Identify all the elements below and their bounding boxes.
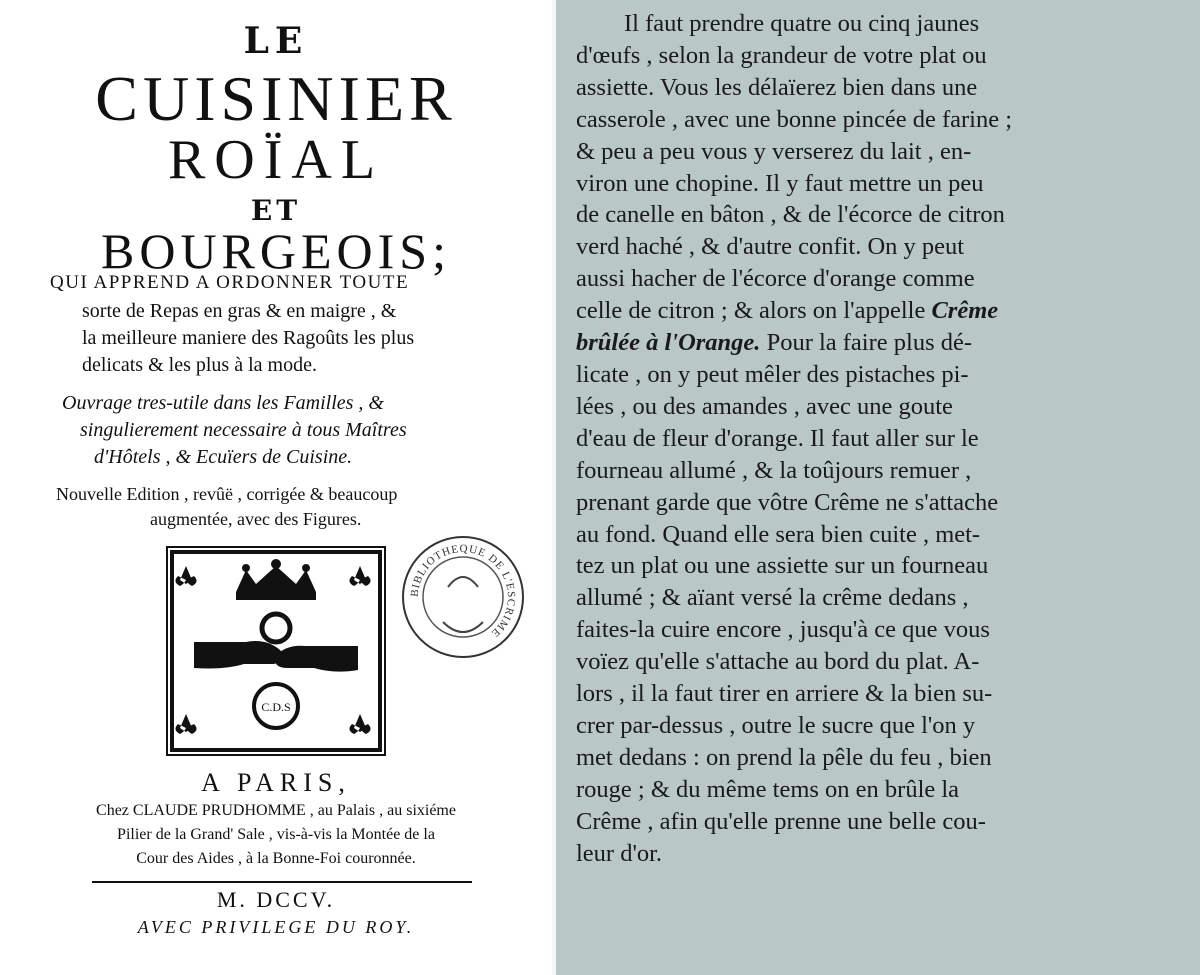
imprint-line: Pilier de la Grand' Sale , vis-à-vis la Montée de la: [117, 826, 435, 843]
title-roial: ROÏAL: [167, 129, 385, 191]
recipe-name-emphasis: brûlée à l'Orange.: [576, 329, 761, 357]
recipe-line: viron une chopine. Il y faut mettre un peu: [576, 169, 984, 197]
recipe-line: aussi hacher de l'écorce d'orange comme: [576, 265, 975, 293]
recipe-text: [576, 8, 1186, 869]
title-cuisinier: CUISINIER: [95, 63, 457, 134]
recipe-line: lors , il la faut tirer en arriere & la bien su-: [576, 680, 993, 708]
recipe-line: prenant garde que vôtre Crême ne s'attache: [576, 488, 999, 516]
italic-line: Ouvrage tres-utile dans les Familles , &: [62, 392, 384, 414]
recipe-line: [576, 295, 1186, 327]
recipe-line: licate , on y peut mêler des pistaches pi-: [576, 360, 969, 388]
edition-line: Nouvelle Edition , revûë , corrigée & beaucoup: [56, 484, 398, 504]
subtitle-line: sorte de Repas en gras & en maigre , &: [82, 300, 397, 322]
recipe-line: tez un plat ou une assiette sur un fourneau: [576, 552, 989, 580]
recipe-line: de canelle en bâton , & de l'écorce de citron: [576, 201, 1005, 229]
subtitle-line: QUI APPREND A ORDONNER TOUTE: [50, 272, 410, 293]
title-bourgeois: BOURGEOIS;: [100, 223, 452, 279]
imprint-year: M. DCCV.: [216, 887, 336, 912]
recipe-line-text: Pour la faire plus dé-: [760, 329, 973, 357]
recipe-line: casserole , avec une bonne pincée de farine ;: [576, 105, 1013, 133]
recipe-line: voïez qu'elle s'attache au bord du plat. A-: [576, 648, 980, 676]
library-stamp: [398, 532, 528, 662]
royal-privilege: AVEC PRIVILEGE DU ROY.: [137, 917, 415, 937]
subtitle-line: la meilleure maniere des Ragoûts les plus: [82, 327, 415, 349]
recipe-name-emphasis: Crême: [931, 297, 999, 325]
stamp-text: BIBLIOTHEQUE DE L'ESCRIME: [408, 542, 518, 640]
italic-line: d'Hôtels , & Ecuïers de Cuisine.: [94, 446, 353, 468]
recipe-line: lées , ou des amandes , avec une goute: [576, 392, 953, 420]
recipe-line-text: celle de citron ; & alors on l'appelle: [576, 297, 926, 325]
recipe-line: d'œufs , selon la grandeur de votre plat ou: [576, 41, 987, 69]
title-et: ET: [250, 194, 302, 227]
imprint-line: Cour des Aides , à la Bonne-Foi couronnée.: [136, 850, 416, 867]
crown-icon: [236, 559, 316, 600]
recipe-line: au fond. Quand elle sera bien cuite , met-: [576, 520, 981, 548]
imprint-line: Chez CLAUDE PRUDHOMME , au Palais , au sixiéme: [96, 802, 456, 819]
printers-emblem: [166, 546, 386, 756]
title-le: LE: [243, 20, 309, 62]
emblem-monogram: C.D.S: [261, 700, 291, 714]
imprint-city: A PARIS,: [201, 768, 351, 797]
recipe-line: allumé ; & aïant versé la crême dedans ,: [576, 584, 969, 612]
recipe-line: Crême , afin qu'elle prenne une belle cou-: [576, 807, 986, 835]
recipe-line: assiette. Vous les délaïerez bien dans une: [576, 73, 978, 101]
laurel-icon: [443, 577, 483, 632]
recipe-line: d'eau de fleur d'orange. Il faut aller sur le: [576, 424, 979, 452]
recipe-line: crer par-dessus , outre le sucre que l'on y: [576, 711, 976, 739]
recipe-line: fourneau allumé , & la toûjours remuer ,: [576, 456, 972, 484]
recipe-line: Il faut prendre quatre ou cinq jaunes: [624, 10, 980, 37]
recipe-line: leur d'or.: [576, 839, 663, 867]
imprint-divider: [92, 881, 472, 883]
recipe-line: faites-la cuire encore , jusqu'à ce que vous: [576, 616, 990, 644]
subtitle-line: delicats & les plus à la mode.: [82, 354, 317, 376]
title-page: [0, 0, 552, 975]
recipe-line: [576, 327, 1186, 359]
edition-line: augmentée, avec des Figures.: [150, 509, 362, 529]
recipe-line: & peu a peu vous y verserez du lait , en-: [576, 137, 972, 165]
recipe-line: met dedans : on prend la pêle du feu , bien: [576, 743, 992, 771]
recipe-line: verd haché , & d'autre confit. On y peut: [576, 233, 965, 261]
recipe-line: rouge ; & du même tems on en brûle la: [576, 775, 960, 803]
italic-line: singulierement necessaire à tous Maîtres: [80, 419, 407, 441]
